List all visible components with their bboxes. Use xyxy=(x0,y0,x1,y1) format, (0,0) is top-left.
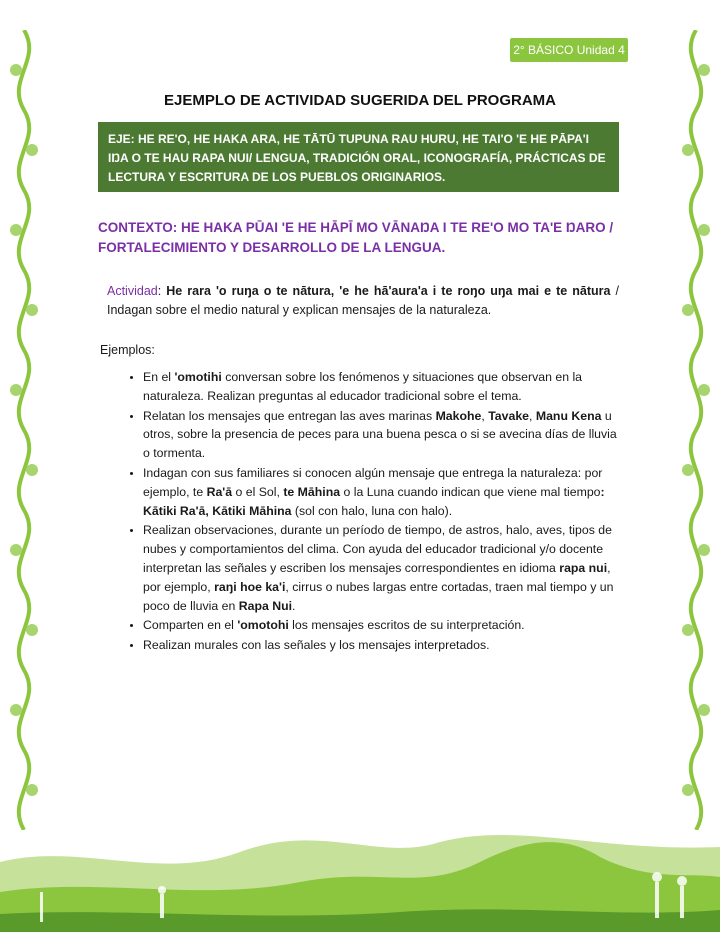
list-item xyxy=(143,616,622,635)
actividad-sep: : xyxy=(157,284,167,298)
item-bold: raŋi hoe ka'i xyxy=(214,579,286,594)
item-text: Relatan los mensajes que entregan las aves marinas xyxy=(143,408,436,423)
item-text: o el Sol, xyxy=(232,484,284,499)
item-text: u otros, sobre la presencia de peces para una buena pesca o si se avecina días de lluvia o tormenta. xyxy=(143,408,617,461)
item-bold: Manu Kena xyxy=(535,408,602,423)
item-bold: Makohe xyxy=(435,408,482,423)
item-bold: rapa nui xyxy=(559,560,608,575)
list-item xyxy=(143,464,622,520)
item-text: , cirrus o nubes largas entre cortadas, traen mal tiempo y un poco de lluvia en xyxy=(143,579,614,613)
examples-list xyxy=(100,368,622,656)
actividad-paragraph xyxy=(107,282,619,320)
decorative-footer-landscape xyxy=(0,822,720,932)
item-text: o la Luna cuando indican que viene mal tiempo xyxy=(340,484,601,499)
item-bold: Ra'ā xyxy=(206,484,233,499)
item-bold: Rapa Nui xyxy=(238,598,293,613)
item-bold: 'omotihi xyxy=(174,370,222,384)
item-text: En el xyxy=(143,370,175,384)
item-text: conversan sobre los fenómenos y situaciones que observan en la naturaleza. Realizan preguntas al educador tradicional sobre el tema. xyxy=(143,370,583,403)
item-bold: Tavake xyxy=(488,408,529,423)
decorative-border-right xyxy=(674,30,718,830)
actividad-rapanui-text: He rara 'o ruŋa o te nātura, 'e he hā'aura'a i te roŋo uŋa mai e te nātura xyxy=(166,284,611,298)
decorative-border-left xyxy=(2,30,46,830)
item-text: . xyxy=(292,598,296,613)
item-text: , por ejemplo, xyxy=(143,560,611,594)
actividad-label: Actividad xyxy=(107,284,158,298)
item-text: Indagan con sus familiares si conocen algún mensaje que entrega la naturaleza: por ejemplo, te xyxy=(143,465,603,499)
ejemplos-label: Ejemplos: xyxy=(100,343,155,357)
item-text: Realizan observaciones, durante un período de tiempo, de astros, halo, aves, tipos de nubes y comportamientos del clima. Con ayuda del educador tradicional y/o docente interpretan las señales y escriben los mensajes correspondientes en idioma xyxy=(143,523,612,575)
item-text: Realizan murales con las señales y los mensajes interpretados. xyxy=(143,638,490,653)
eje-box: EJE: HE RE'O, HE HAKA ARA, HE TĀTŪ TUPUNA RAU HURU, HE TAI'O 'E HE PĀPA'I IŊA O TE HAU RAPA NUI/ LENGUA, TRADICIÓN ORAL, ICONOGRAFÍA, PRÁCTICAS DE LECTURA Y ESCRITURA DE LOS PUEBLOS ORIGINARIOS. xyxy=(98,122,619,192)
item-bold: : Kātiki Ra'ā, Kātiki Māhina xyxy=(143,484,605,518)
item-text: los mensajes escritos de su interpretación. xyxy=(288,618,525,633)
list-item xyxy=(143,636,622,655)
item-bold: 'omotohi xyxy=(237,618,289,633)
contexto-heading: CONTEXTO: HE HAKA PŪAI 'E HE HĀPĪ MO VĀNAŊA I TE RE'O MO TA'E ŊARO / FORTALECIMIENTO Y DESARROLLO DE LA LENGUA. xyxy=(98,220,614,255)
item-text: Comparten en el xyxy=(143,618,238,633)
item-text: (sol con halo, luna con halo). xyxy=(291,503,453,518)
actividad-spanish-text: / Indagan sobre el medio natural y explican mensajes de la naturaleza. xyxy=(107,284,619,317)
list-item xyxy=(143,368,622,406)
item-text: , xyxy=(529,408,536,423)
item-bold: te Māhina xyxy=(283,484,341,499)
page-title: EJEMPLO DE ACTIVIDAD SUGERIDA DEL PROGRAMA xyxy=(164,92,556,109)
list-item xyxy=(143,407,622,463)
unit-badge: 2° BÁSICO Unidad 4 xyxy=(510,38,628,62)
list-item xyxy=(143,521,622,615)
item-text: , xyxy=(481,408,489,423)
